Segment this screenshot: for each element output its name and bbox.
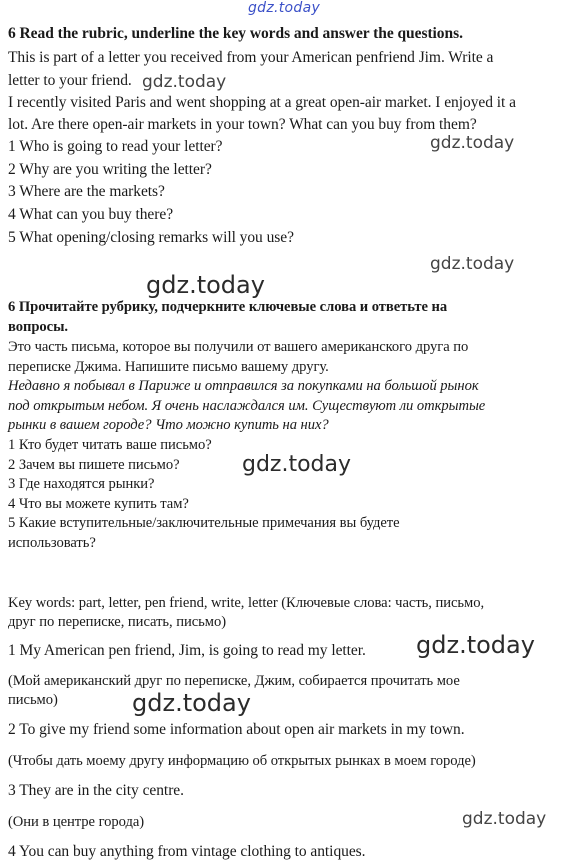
ru-question: 1 Кто будет читать ваше письмо? <box>8 437 212 453</box>
ru-letter-line: под открытым небом. Я очень наслаждался им. Существуют ли открытые <box>8 398 486 414</box>
keywords-line: Key words: part, letter, pen friend, write, letter (Ключевые слова: часть, письмо, <box>8 595 485 611</box>
answer-1: 1 My American pen friend, Jim, is going to read my letter. <box>8 642 366 659</box>
answer-2: 2 To give my friend some information about open air markets in my town. <box>8 721 465 738</box>
ru-rubric-line: Это часть письма, которое вы получили от вашего американского друга по <box>8 339 469 355</box>
ru-letter-line: рынки в вашем городе? Что можно купить на них? <box>8 417 329 433</box>
answer-4: 4 You can buy anything from vintage clothing to antiques. <box>8 843 366 860</box>
ru-letter-line: Недавно я побывал в Париже и отправился за покупками на большой рынок <box>8 378 479 394</box>
watermark: gdz.today <box>242 452 352 477</box>
letter-line: I recently visited Paris and went shopping at a great open-air market. I enjoyed it a <box>8 94 516 111</box>
answer-1-ru: (Мой американский друг по переписке, Джим, собирается прочитать мое <box>8 673 460 689</box>
answer-3-ru: (Они в центре города) <box>8 814 145 830</box>
ru-question: 3 Где находятся рынки? <box>8 476 155 492</box>
ru-question: 5 Какие вступительные/заключительные примечания вы будете <box>8 515 400 531</box>
keywords-line: друг по переписке, писать, письмо) <box>8 614 227 630</box>
answer-2-ru: (Чтобы дать моему другу информацию об открытых рынках в моем городе) <box>8 753 476 769</box>
watermark: gdz.today <box>132 689 251 717</box>
watermark: gdz.today <box>416 631 535 659</box>
ru-heading: 6 Прочитайте рубрику, подчеркните ключевые слова и ответьте на <box>8 299 448 315</box>
question: 1 Who is going to read your letter? <box>8 138 223 155</box>
question: 3 Where are the markets? <box>8 183 165 200</box>
letter-line: lot. Are there open-air markets in your town? What can you buy from them? <box>8 116 477 133</box>
ru-heading: вопросы. <box>8 319 69 335</box>
ru-question: 4 Что вы можете купить там? <box>8 496 189 512</box>
rubric-line: letter to your friend. <box>8 72 132 89</box>
watermark: gdz.today <box>142 72 227 92</box>
ru-question: использовать? <box>8 535 96 551</box>
rubric-line: This is part of a letter you received from your American penfriend Jim. Write a <box>8 49 494 66</box>
question: 4 What can you buy there? <box>8 206 174 223</box>
answer-1-ru: письмо) <box>8 692 58 708</box>
watermark-top: gdz.today <box>248 0 321 16</box>
answer-3: 3 They are in the city centre. <box>8 782 184 799</box>
ru-question: 2 Зачем вы пишете письмо? <box>8 457 180 473</box>
question: 2 Why are you writing the letter? <box>8 161 212 178</box>
question: 5 What opening/closing remarks will you use? <box>8 229 294 246</box>
watermark: gdz.today <box>462 809 547 829</box>
watermark: gdz.today <box>146 271 265 299</box>
exercise-heading: 6 Read the rubric, underline the key words and answer the questions. <box>8 25 463 42</box>
ru-rubric-line: переписке Джима. Напишите письмо вашему другу. <box>8 359 329 375</box>
watermark: gdz.today <box>430 133 515 153</box>
watermark: gdz.today <box>430 254 515 274</box>
